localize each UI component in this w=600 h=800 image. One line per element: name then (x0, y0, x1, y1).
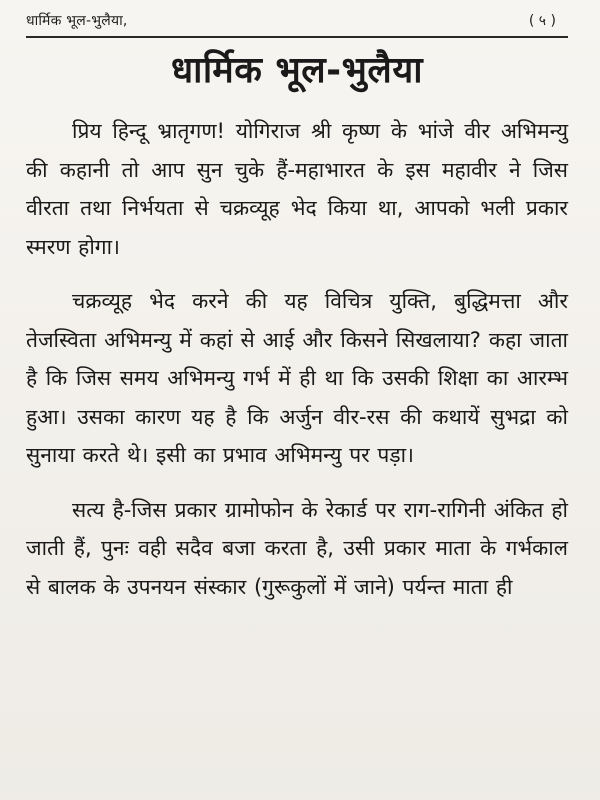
running-header (26, 0, 568, 36)
paragraph: प्रिय हिन्दू भ्रातृगण! योगिराज श्री कृष्ण के भांजे वीर अभिमन्यु की कहानी तो आप सुन चुके हैं-महाभारत के इस महावीर ने जिस वीरता तथा निर्भयता से चक्रव्यूह भेद किया था, आपको भली प्रकार स्मरण होगा। (26, 119, 568, 259)
running-title: धार्मिक भूल-भुलैया, (26, 12, 128, 29)
paragraph: चक्रव्यूह भेद करने की यह विचित्र युक्ति, बुद्धिमत्ता और तेजस्विता अभिमन्यु में कहां से आई और किसने सिखलाया? कहा जाता है कि जिस समय अभिमन्यु गर्भ में ही था कि उसकी शिक्षा का आरम्भ हुआ। उसका कारण यह है कि अर्जुन वीर-रस की कथायें सुभद्रा को सुनाया करते थे। इसी का प्रभाव अभिमन्यु पर पड़ा। (26, 289, 568, 467)
body-text (26, 112, 568, 606)
page-number: ( ५ ) (528, 12, 556, 29)
paragraph: सत्य है-जिस प्रकार ग्रामोफोन के रेकार्ड पर राग-रागिनी अंकित हो जाती हैं, पुनः वही सदैव बजा करता है, उसी प्रकार माता के गर्भकाल से बालक के उपनयन संस्कार (गुरूकुलों में जाने) पर्यन्त माता ही (26, 497, 568, 599)
chapter-title: धार्मिक भूल-भुलैया (170, 50, 424, 91)
header-rule (26, 36, 568, 38)
